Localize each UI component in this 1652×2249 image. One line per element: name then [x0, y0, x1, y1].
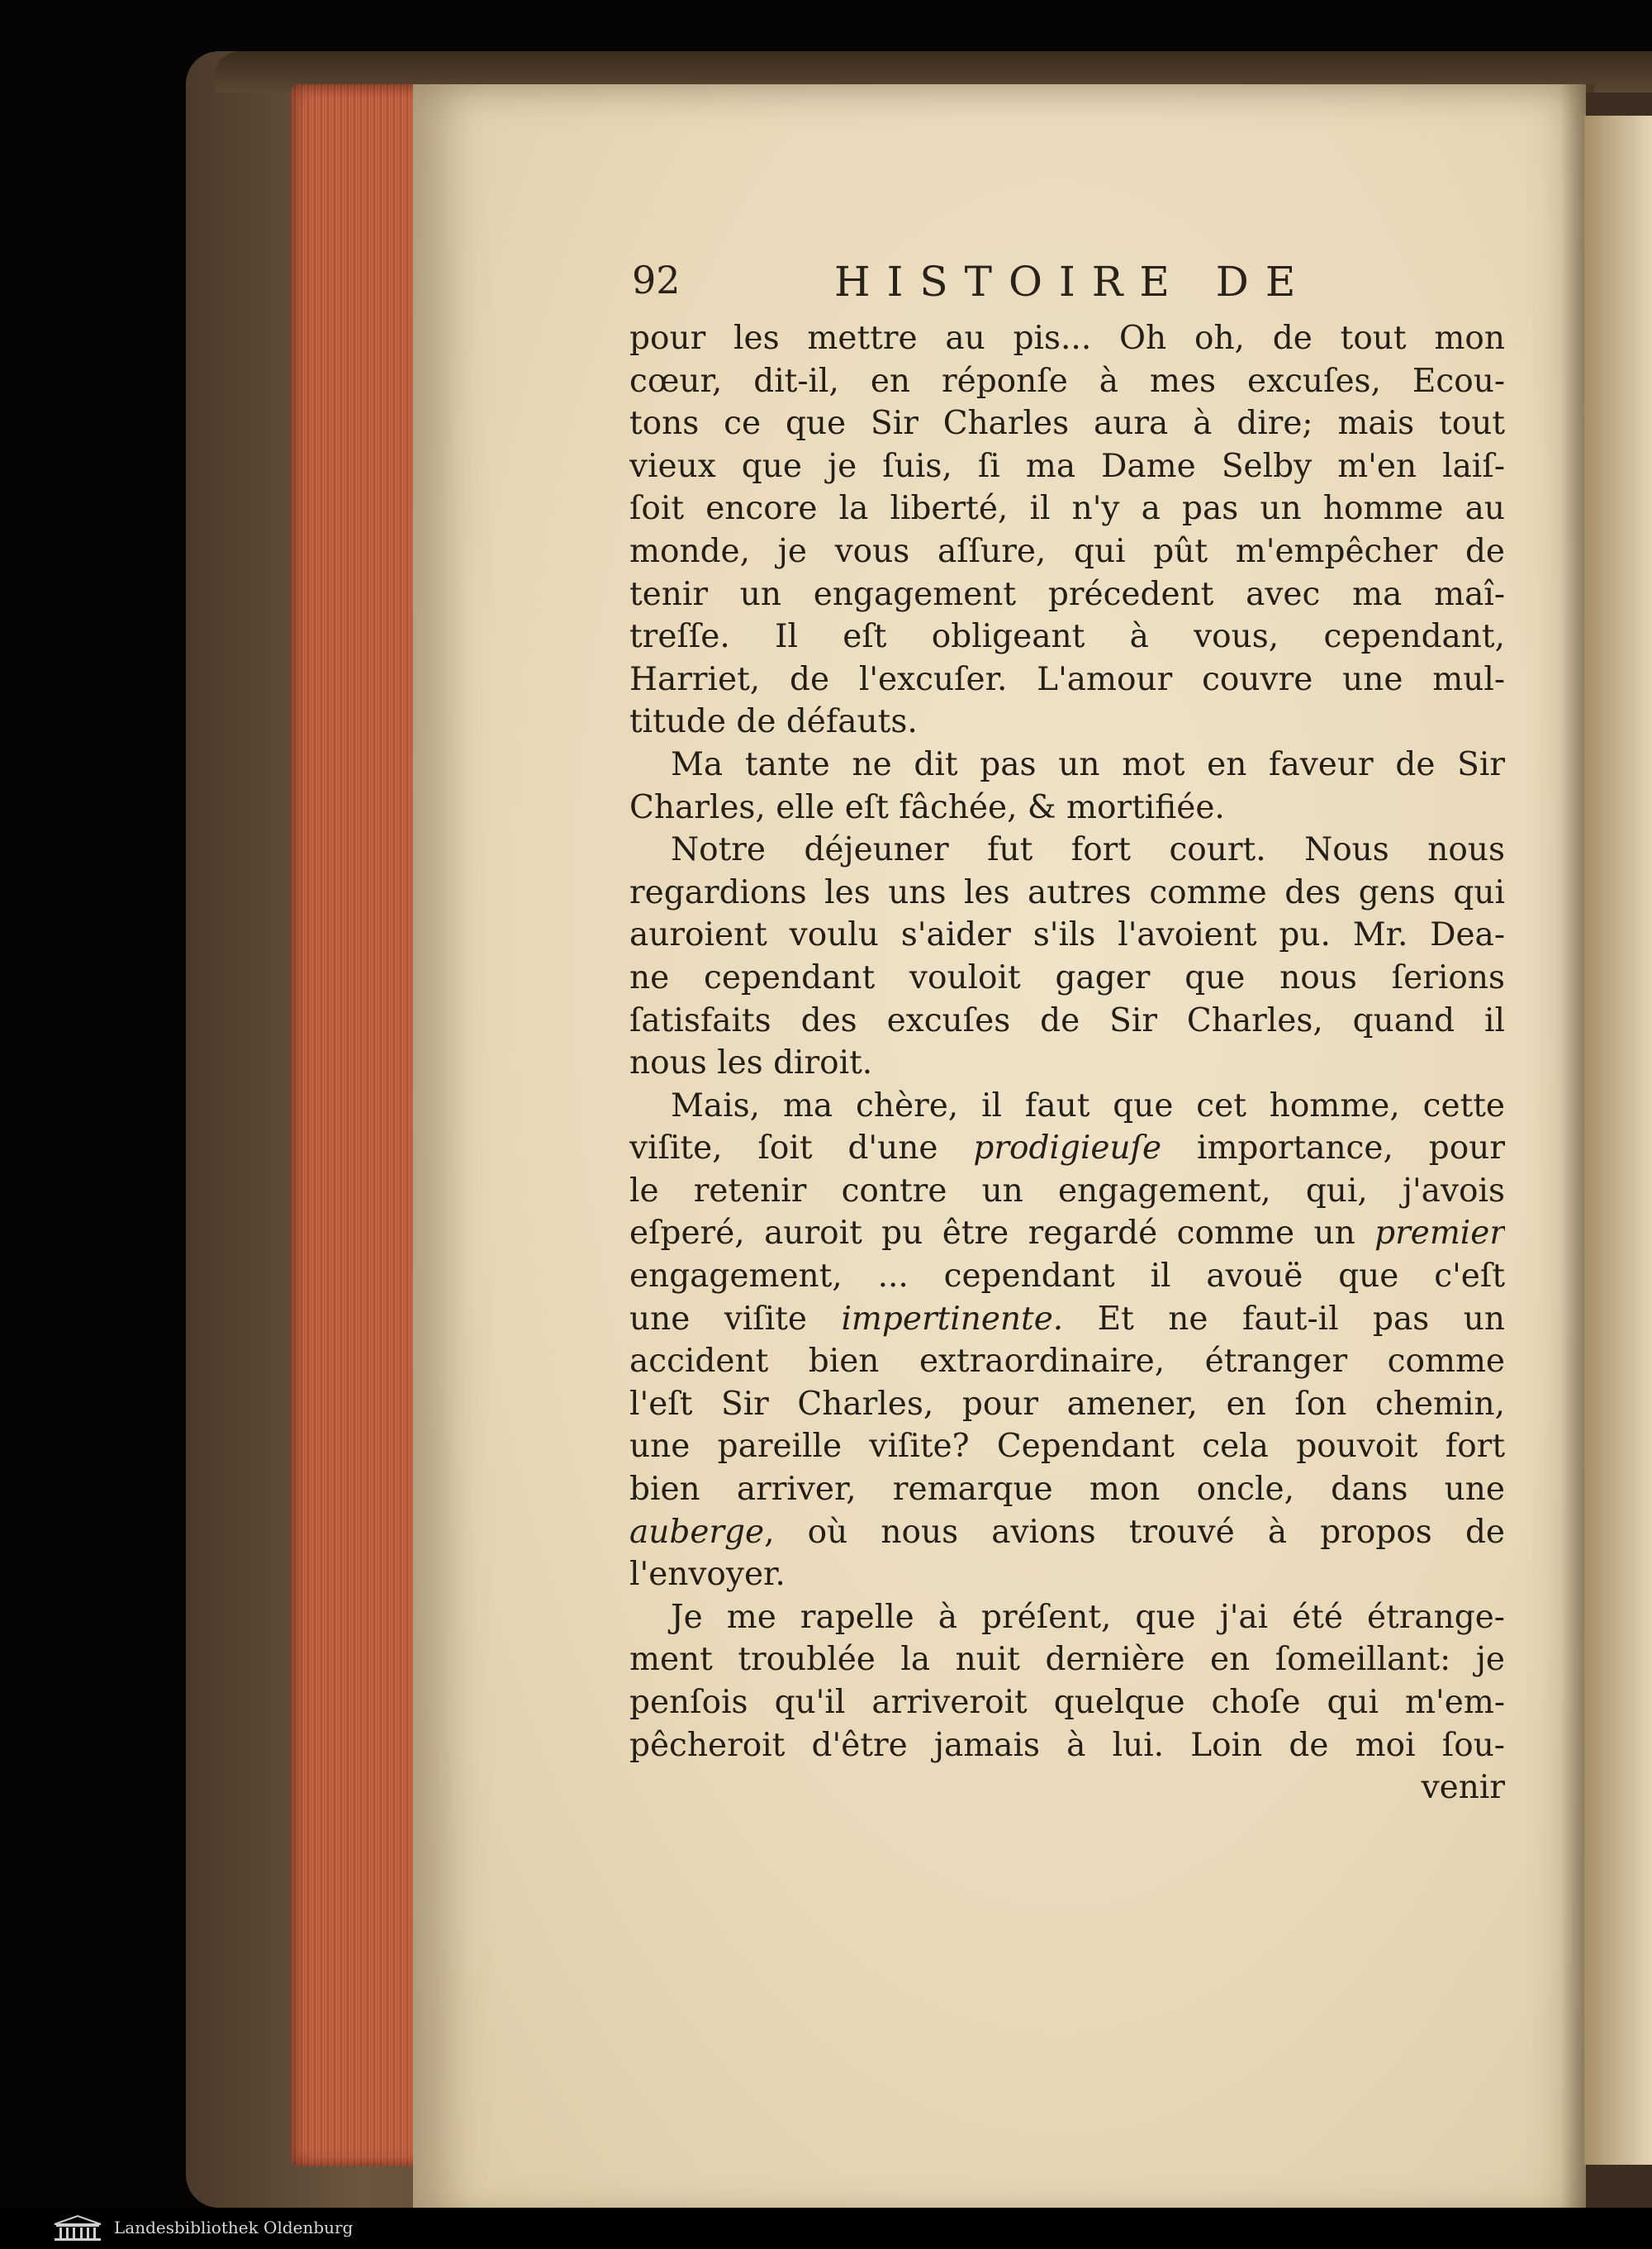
text-segment: pour les mettre au pis... Oh oh, de tout mon — [629, 320, 1505, 357]
text-line — [629, 701, 1505, 744]
text-line — [629, 1638, 1505, 1681]
text-segment: une pareille viſite? Cependant cela pouvoit fort — [629, 1428, 1505, 1466]
text-line — [629, 1000, 1505, 1043]
text-line — [629, 616, 1505, 659]
text-line — [629, 914, 1505, 957]
text-segment: Je me rapelle à préſent, que j'ai été étrange- — [671, 1598, 1505, 1636]
text-segment: eſperé, auroit pu être regardé comme un — [629, 1215, 1375, 1253]
text-line — [629, 1298, 1505, 1341]
text-line — [629, 317, 1505, 360]
text-segment: titude de défauts. — [629, 703, 918, 741]
text-segment: une viſite — [629, 1300, 842, 1338]
text-line — [629, 1255, 1505, 1298]
text-line — [629, 1468, 1505, 1511]
facing-page-edge — [1584, 116, 1652, 2165]
text-line — [629, 957, 1505, 1000]
text-line — [629, 1340, 1505, 1383]
italic-text: auberge — [629, 1513, 765, 1551]
text-segment: le retenir contre un engagement, qui, j'avois — [629, 1172, 1505, 1210]
library-name: Landesbibliothek Oldenburg — [114, 2218, 354, 2237]
text-segment: penſois qu'il arriveroit quelque choſe qui m'em- — [629, 1684, 1505, 1721]
italic-text: prodigieuſe — [973, 1129, 1162, 1167]
text-segment: treſſe. Il eſt obligeant à vous, cependant, — [629, 618, 1505, 656]
text-segment: l'eſt Sir Charles, pour amener, en ſon chemin, — [629, 1385, 1505, 1423]
text-line — [629, 1170, 1505, 1213]
text-line — [629, 1766, 1505, 1809]
text-segment: cœur, dit-il, en réponſe à mes excuſes, Ecou- — [629, 362, 1505, 400]
text-segment: pêcheroit d'être jamais à lui. Loin de moi ſou- — [629, 1726, 1505, 1764]
text-line — [629, 787, 1505, 830]
text-segment: tons ce que Sir Charles aura à dire; mais tout — [629, 405, 1505, 443]
text-segment: Harriet, de l'excuſer. L'amour couvre une mul- — [629, 660, 1505, 698]
text-line — [629, 530, 1505, 573]
text-line — [629, 744, 1505, 787]
text-segment: ne cependant vouloit gager que nous ſerions — [629, 958, 1505, 996]
text-line — [629, 1596, 1505, 1639]
text-segment: l'envoyer. — [629, 1556, 786, 1594]
text-line — [629, 1425, 1505, 1468]
text-line — [629, 487, 1505, 530]
text-segment: nous les diroit. — [629, 1044, 873, 1082]
text-segment: Notre déjeuner fut fort court. Nous nous — [671, 831, 1505, 869]
text-line — [629, 573, 1505, 616]
page-number: 92 — [632, 258, 681, 302]
body-text — [629, 317, 1505, 1809]
text-line — [629, 402, 1505, 445]
text-segment: tenir un engagement précedent avec ma maî- — [629, 575, 1505, 613]
text-segment: ſatisfaits des excuſes de Sir Charles, quand il — [629, 1001, 1505, 1039]
running-title: HISTOIRE DE — [834, 258, 1313, 306]
text-line — [629, 1212, 1505, 1255]
text-line — [629, 1085, 1505, 1128]
text-line — [629, 872, 1505, 915]
text-segment: importance, pour — [1161, 1129, 1505, 1167]
text-line — [629, 1724, 1505, 1767]
text-line — [629, 360, 1505, 403]
text-segment: vieux que je ſuis, ſi ma Dame Selby m'en laiſ- — [629, 447, 1505, 485]
text-line — [629, 829, 1505, 872]
text-line — [629, 1127, 1505, 1170]
text-segment: ment troublée la nuit dernière en ſomeillant: je — [629, 1641, 1505, 1679]
text-segment: regardions les uns les autres comme des gens qui — [629, 873, 1505, 911]
text-segment: Ma tante ne dit pas un mot en faveur de Sir — [671, 745, 1505, 783]
text-segment: engagement, ... cependant il avouë que c'eſt — [629, 1258, 1505, 1296]
text-segment: auroient voulu s'aider s'ils l'avoient pu. Mr. Dea- — [629, 916, 1505, 954]
text-segment: , où nous avions trouvé à propos de — [764, 1513, 1505, 1551]
text-segment: Et ne faut-il pas un — [1063, 1300, 1505, 1338]
text-line — [629, 1042, 1505, 1085]
footer-bar — [0, 2208, 1652, 2249]
text-line — [629, 1511, 1505, 1554]
italic-text: premier — [1374, 1215, 1505, 1253]
text-segment: venir — [1421, 1769, 1505, 1807]
text-segment: monde, je vous aſſure, qui pût m'empêcher de — [629, 532, 1505, 570]
text-segment: ſoit encore la liberté, il n'y a pas un homme au — [629, 490, 1505, 528]
text-segment: accident bien extraordinaire, étranger comme — [629, 1343, 1505, 1381]
text-line — [629, 1681, 1505, 1724]
text-line — [629, 659, 1505, 701]
text-line — [629, 1553, 1505, 1596]
text-segment: Charles, elle eſt fâchée, & mortifiée. — [629, 788, 1225, 826]
text-segment: Mais, ma chère, il faut que cet homme, cette — [671, 1086, 1505, 1124]
text-line — [629, 445, 1505, 488]
text-line — [629, 1383, 1505, 1426]
italic-text: impertinente. — [841, 1300, 1064, 1338]
text-segment: viſite, ſoit d'une — [629, 1129, 974, 1167]
library-building-icon — [51, 2214, 104, 2242]
text-segment: bien arriver, remarque mon oncle, dans une — [629, 1471, 1505, 1509]
